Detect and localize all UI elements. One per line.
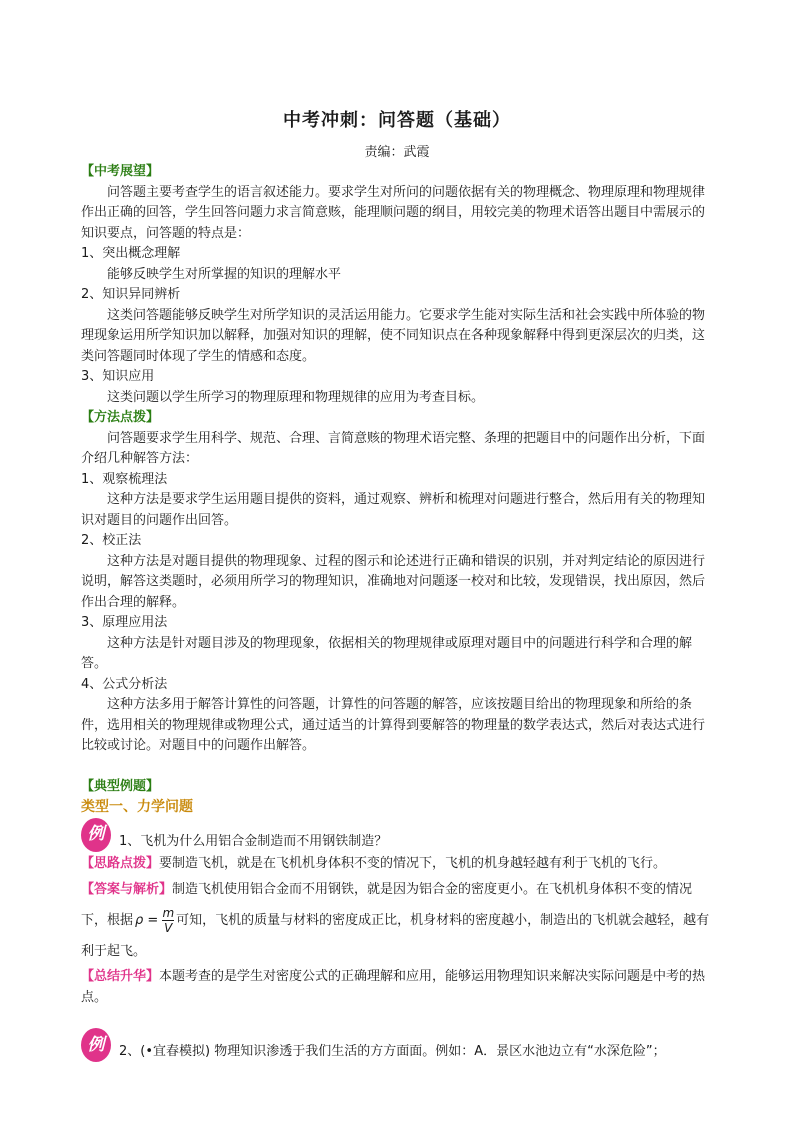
summary-tag: 【总结升华】 <box>81 969 160 984</box>
example-1-summary <box>81 967 713 1008</box>
method-title: 1、观察梳理法 <box>81 471 168 487</box>
example-1-answer <box>81 874 713 967</box>
section-spacer <box>81 757 713 777</box>
document-body <box>81 162 713 1064</box>
example-spacer <box>81 1008 713 1028</box>
formula-fraction <box>162 906 174 935</box>
examples-heading: 【典型例题】 <box>81 778 160 794</box>
example-1-hint <box>81 854 713 875</box>
example-badge-icon: 例 <box>81 1028 111 1062</box>
method-text: 这种方法多用于解答计算性的问答题，计算性的问答题的解答，应该按题目给出的物理现象和所给的条件，选用相关的物理规律或物理公式，通过适当的计算得到要解答的物理量的数学表达式，然后对表达式进行比较或讨论。对题目中的问题作出解答。 <box>81 697 706 753</box>
outlook-intro: 问答题主要考查学生的语言叙述能力。要求学生对所问的问题依据有关的物理概念、物理原理和物理规律作出正确的回答，学生回答问题力求言简意赅，能理顺问题的纲目，用较完美的物理术语答出题目中需展示的知识要点，问答题的特点是： <box>81 184 706 241</box>
outlook-point-text: 这类问题以学生所学习的物理原理和物理规律的应用为考查目标。 <box>107 389 485 405</box>
methods-intro: 问答题要求学生用科学、规范、合理、言简意赅的物理术语完整、条理的把题目中的问题作出分析，下面介绍几种解答方法： <box>81 430 706 466</box>
answer-text-part1: 制造飞机使用铝合金而不用钢铁，就是因为铝合金的密度更小。在飞机机身体积不变的情况下，根据 <box>81 882 693 928</box>
answer-tag: 【答案与解析】 <box>81 882 173 897</box>
type-title: 类型一、力学问题 <box>81 799 193 815</box>
formula-denominator: V <box>164 921 173 935</box>
page-title: 中考冲刺：问答题（基础） <box>283 110 511 131</box>
method-title: 4、公式分析法 <box>81 676 168 692</box>
outlook-point-text: 能够反映学生对所掌握的知识的理解水平 <box>107 266 342 282</box>
method-title: 3、原理应用法 <box>81 615 168 630</box>
outlook-point-title: 1、突出概念理解 <box>81 246 181 261</box>
method-text: 这种方法是对题目提供的物理现象、过程的图示和论述进行正确和错误的识别，并对判定结论的原因进行说明，解答这类题时，必须用所学习的物理知识，准确地对问题逐一校对和比较，发现错误，找出原因，然后作出合理的解释。 <box>81 553 706 610</box>
outlook-point-title: 3、知识应用 <box>81 369 155 384</box>
method-text: 这种方法是针对题目涉及的物理现象，依据相关的物理规律或原理对题目中的问题进行科学和合理的解答。 <box>81 635 693 671</box>
outlook-point-title: 2、知识异同辨析 <box>81 287 181 302</box>
outlook-point-text: 这类问答题能够反映学生对所学知识的灵活运用能力。它要求学生能对实际生活和社会实践中所体验的物理现象运用所学知识加以解释，加强对知识的理解，使不同知识点在各种现象解释中得到更深层次的归类，这类问答题同时体现了学生的情感和态度。 <box>81 307 706 364</box>
hint-text: 要制造飞机，就是在飞机机身体积不变的情况下，飞机的机身越轻越有利于飞机的飞行。 <box>159 855 667 871</box>
example-2-question-row <box>81 1028 713 1064</box>
example-2-question: 2、(•宜春模拟) 物理知识渗透于我们生活的方方面面。例如：A．景区水池边立有“水深危险”； <box>119 1044 666 1059</box>
method-title: 2、校正法 <box>81 533 142 548</box>
method-text: 这种方法是要求学生运用题目提供的资料，通过观察、辨析和梳理对问题进行整合，然后用有关的物理知识对题目的问题作出回答。 <box>81 492 706 528</box>
methods-heading: 【方法点拨】 <box>81 410 160 425</box>
editor-line: 责编：武霞 <box>364 145 430 160</box>
outlook-heading: 【中考展望】 <box>81 164 160 179</box>
hint-tag: 【思路点拨】 <box>81 855 160 871</box>
answer-text-part2: 可知，飞机的质量与材料的密度成正比，机身材料的密度越小，制造出的飞机就会越轻，越有利于起飞。 <box>81 913 710 959</box>
formula-lhs: ρ = <box>135 913 159 928</box>
formula-numerator: m <box>162 906 175 920</box>
example-1-question-row <box>81 818 713 854</box>
density-formula <box>135 905 174 936</box>
example-1-question: 1、飞机为什么用铝合金制造而不用钢铁制造？ <box>119 833 388 849</box>
summary-text: 本题考查的是学生对密度公式的正确理解和应用，能够运用物理知识来解决实际问题是中考的热点。 <box>81 969 706 1005</box>
example-badge-icon: 例 <box>81 818 111 852</box>
